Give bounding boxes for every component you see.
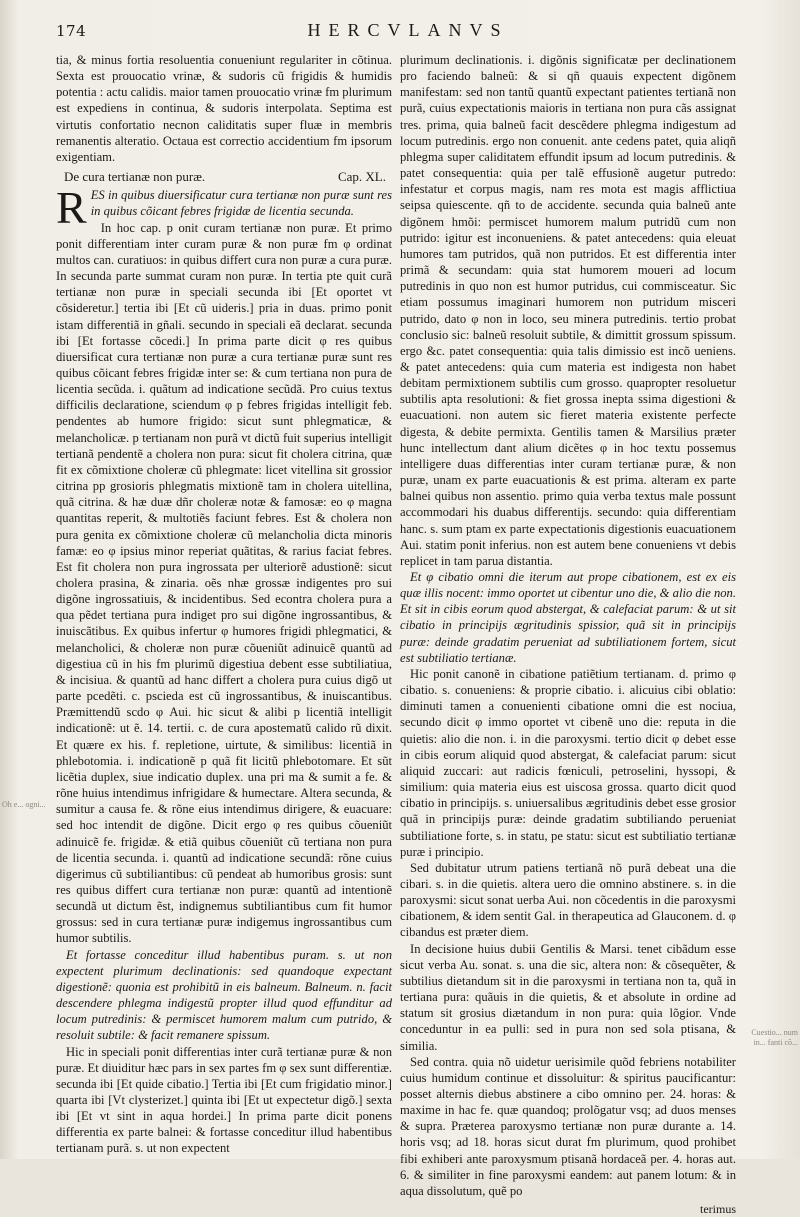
text-paragraph: Et φ cibatio omni die iterum aut prope cibationem, est ex eis quæ illis nocent: immo oportet ut cibentur uno die, & alio die non. Et sit in cibis eorum quod abstergat, & calefaciat parum: & ut sit cibatio in principijs ægritudinis spissior, quã sit in principijs puræ: deinde gradatim perueniat ad subtiliationem fortem, sicut est subtiliatio tertianæ. <box>400 570 736 665</box>
page-number: 174 <box>56 22 87 40</box>
left-margin-note: Oh e... ogni... <box>2 800 46 809</box>
right-margin-note: Cuestio... num in... fanti cõ... <box>751 1028 798 1047</box>
catchword: terimus <box>700 1202 736 1217</box>
chapter-title: De cura tertianæ non puræ. <box>64 169 206 185</box>
commentary-paragraph: Hic in speciali ponit differentias inter curã tertianæ puræ & non puræ. Et diuiditur hæc pars in sex partes fm φ sex sunt differentiæ. secunda ibi [Et quide cibatio.] Tertia ibi [Et cum frigidatio minor.] quarta ibi [Vt clysterizet.] quinta ibi [Et ut expectetur digõ.] sexta ibi [Et vt sint in aqua hordei.] In prima parte dicit ponens differentia ex parte balnei: & fortasse conceditur illud habentibus tertianam purã. s. ut non expectent <box>56 1044 392 1156</box>
commentary-paragraph: In decisione huius dubii Gentilis & Marsi. tenet cibãdum esse sicut verba Au. sonat. s. una die sic, altera non: & cõsequẽter, & subtilius dietandum sit in die paroxysmi in tertiana non ta, quã in tertiana pura: quãuis in die quietis, & et absolute in ordine ad statum sit grosius diætandum in non pura: quia lõgior. Vnde conceduntur in ea pulli: sed in pura non sed sola ptisana, & similia. <box>400 941 736 1053</box>
running-head: HERCVLANVS <box>307 20 509 40</box>
commentary-paragraph: Sed contra. quia nõ uidetur uerisimile quõd febriens notabiliter cuius humidum continue et dissoluitur: & spiritus paucificantur: posset alternis diebus abstinere a cibo omnino per. 24. horas: & maxime in hac fe. quæ quandoq; prolõgatur vsq; ad duos menses & supra. Præterea paroxysmo tertianæ non puræ durante a. 14. horis vsq; ad 18. horas sicut durat fm plurimum, quod prohibet fibi exhiberi ante paroxysmum ptisanã hordaceã per. 4. horas aut. 6. & similiter in fine paroxysmi eandem: aut panem lotum: & in aqua dissolutum, quẽ po <box>400 1054 736 1198</box>
right-column <box>400 52 736 1217</box>
text-paragraph: Et fortasse conceditur illud habentibus puram. s. ut non expectent plurimum declinationis: sed quandoque expectant digestionẽ: quonia est prohibitũ in eis balneum. Balneum. n. facit descendere phlegma indigestũ propter illud quod effunditur ad locum putredinis: & permiscet humorem malum cum putrido, & resoluit subtile: & facit remanere spissum. <box>56 947 392 1043</box>
commentary-paragraph: In hoc cap. p onit curam tertianæ non puræ. Et primo ponit differentiam inter curam puræ & non puræ fm φ ordinat multos can. curatiuos: in quibus differt cura non puræ a cura puræ. In secunda parte summat curam non puræ. In tertia pte quit curã tertianæ non puræ in speciali secunda ibi [Et oportet vt cõsideretur.] tertia ibi [Et cũ uideris.] pria in duas. primo ponit istam differentiã in gñali. secundo in speciali eã declarat. secunda ibi [Et fortasse cõcedi.] In prima parte dicit φ res quibus diuersificat cura tertianæ non puræ a cura tertianæ puræ sunt res quibus cõicant febres frigidæ inter se: & cum tertiana non pura de licentia secũda. i. quãtum ad indicatione secũdã. Pro cuius textus difficilis declaratione, sciendum φ p febres frigidas intelligit feb. pendentes ab humore frigido: sicut sunt phlegmaticæ, & melancholicæ. p tertianam non purã vt dictũ fuit superius intelligit tertianã pendentẽ a cholera non pura: sicut fit cholera citrina, quæ fit ex cõmixtione choleræ cũ phlegmate: licet vitellina sit grossior citrina pp grosioris phlegmatis mixtionẽ tam in cholera uitellina, quã citrina. & hæ duæ dñr choleræ notæ & famosæ: eo φ magna quantitas reperit, & multotiẽs faciunt febres. Est & cholera non pura genita ex cõmixtione choleræ cũ melancholia dicta minoris famæ: eo φ ipsius minor reperiat quãtitas, & rarius faciat febres. Est fit cholera non pura ingrossata per ulteriorẽ adustionẽ: sicut cholera prasina, & zinaria. oẽs nhæ grossæ indigentes pro sui digõne ingrossatiuis, & incidentibus. Sed econtra cholera pura a qua pẽdet tertiana pura indiget pro sui digõne ingrossantibus, & inuiscãtibus. Ex quibus infertur φ humores frigidi phlegmatici, & melancholici, & choleræ non puræ cõueniũt adinuicẽ quantũ ad digestiua cũ in his fm plurimũ digestiua debent esse subtiliatiua, & incisiua. & quantũ ad hanc differt a cholera pura cuius digõ ut parte pcedẽti. c. pscieda est cũ ingrossantibus, & inuiscantibus. Præmittendũ scdo φ Aui. hic sicut & alibi p licentiã intelligit indicationẽ: ut ẽ. 14. tertii. c. de cura apostematũ calido rũ dixit. Et quære ex his. f. repletione, uirtute, & similibus: licentiã in phlebotomia. i. indicationẽ p quã fit licitũ phlebotomare. Et sũt licẽtia duplex, siue indicatio duplex. una pri ma & sumit a fe. & rõne huius intendimus infrigidare & humectare. Altera secunda, & sumitur a causa fe. & rõne eius intendimus dirigere, & euacuare: sed hoc intendit de digõne. Dicit ergo φ res quibus cõueniũt adinuicẽ fe. frigidæ. & etiã quibus cõueniũt cũ tertiana non pura de licentia secunda. i. quantũ ad indicatione secundã: rõne cuius digerimus cũ subtiliantibus: cũ pendeat ab humoribus grosis: sunt res quibus differt cura tertianæ non puræ: quantũ ad intentionẽ secundã ut dictum ẽst, indignemus subtiliantibus cum fit humor grossus: sed in cura tertianæ puræ indigemus ingrossantibus cum humor subtilis. <box>56 220 392 946</box>
left-intro-paragraph: tia, & minus fortia resoluentia conueniunt regulariter in cõtinua. Sexta est prouocatio vrinæ, & sudoris cũ frigidis & humidis potentia : actu calidis. maior tamen prouocatio vrinæ fm plurimum est expediens in continua, & sudoris interpolata. Septima est virtutis confortatio necnon caliditatis super fluæ in membris remanentis alteratio. Octaua est correctio accidentium fm ipsorum exigentiam. <box>56 53 392 164</box>
page-header <box>56 20 760 48</box>
chapter-text-block <box>56 182 392 234</box>
left-column <box>56 52 392 1156</box>
chapter-heading <box>56 169 392 185</box>
chapter-number: Cap. XL. <box>337 169 386 185</box>
commentary-paragraph: Sed dubitatur utrum patiens tertianã nõ purã debeat una die cibari. s. in die quietis. altera uero die omnino abstinere. s. in die paroxysmi: sicut sonat uerba Aui. non cõcedentis in die paroxysmi cibationem, & idem sentit Gal. in therapeutica ad Glauconem. d. φ cibandus est præter diem. <box>400 860 736 940</box>
chapter-text: ES in quibus diuersificatur cura tertianæ non puræ sunt res in quibus cõicant febres frigidæ de licentia secunda. <box>90 188 392 219</box>
commentary-paragraph: Hic ponit canonẽ in cibatione patiẽtium tertianam. d. primo φ cibatio. s. conueniens: & proprie cibatio. i. alicuius cibi oblatio: diminuti tamen a conuenienti cibatione omni die est nociua, secundo dicit φ immo oportet vt cibenẽ uno die: reputa in die quietis: alio die non. i. in die paroxysmi. tertio dicit φ debet esse in cibis eorum aliquid quod abstergat, & calefaciat parum: sicut aliquid zuccari: aut radicis fœniculi, petroselini, hyssopi, & similium: quia materia eius est uiscosa grossa. quarto dicit quod cibatio in principijs. s. uniuersalibus ægritudinis debet esse grosior quã in principijs puræ: deinde gradatim subtiliando perueniat subtiliatione forte, s. in statu, pe statu: sicut est subtiliatio tertianæ puræ i principio. <box>400 666 736 859</box>
drop-cap: R <box>56 182 87 234</box>
commentary-paragraph: plurimum declinationis. i. digõnis significatæ per declinationem pro faciendo balneũ: & si qñ quauis expectent digõnem manifestam: sed non tantũ quantũ expectant patientes tertianã non purã, cuius expectationis maioris in tertiana non pura cãs assignat tres. prima, quia balneũ facit descẽdere phlegma indigestum ad locum putredinis. ergo non conuenit. ante cedens patet, quia aliqñ phlegma super caliditatem effundit ipsum ad locum putredinis. & patet consequentia: quia per talẽ effusionẽ augetur putredo: infestatur et corpus magis, nam res mota est magis afflictiua seipsa quiescente. qñ to de accidente. secunda quia balneũ ante digõnem hmõi: permiscet humorem malum putridũ cum non putrido: igitur est inconueniens. & patet antecedens: quia eleuat humores tam putridos, quã non putridos. Et est differentia inter primã & secundam: quia stat humorem moueri ad locum putredinis in quo non est humor putridus, cui commisceatur. Sic etiam possumus imaginari humorem non putridum misceri putrido, dato φ non in loco, seu minera putredinis. tertio probat conclusio sic: balneũ resoluit subtile, & dimittit grossum spissum. ergo &c. patet consequentia: quia talis dimissio est incõ ueniens. & patet antecedens: quia cum materia est indigesta non habet debitam permixtionem subtilis cum grosso. quapropter resoluetur subtilis apta resolutioni: & fiet grossa inepta ssima digestioni & euacuationi. non autem sic fieret materia existente perfecte digesta, & debite permixta. Gentilis tamen & Marsilius præter hunc intellectum dant alium dicẽtes φ in hoc textu possemus intelligere duas differentias inter curam tertianæ puræ, & non puræ, unam ex parte euacuationis & est prima. alteram ex parte balnei quibus non assentio. primo quia verba textus male possunt accommodari his duabus differentijs. secundo: quia differentiam hanc. s. sum ptam ex parte expectationis digestionis euacuationem Aui. statim ponit inferius. non est autem bene conueniens vt debis replicet in tam parua distantia. <box>400 53 736 568</box>
